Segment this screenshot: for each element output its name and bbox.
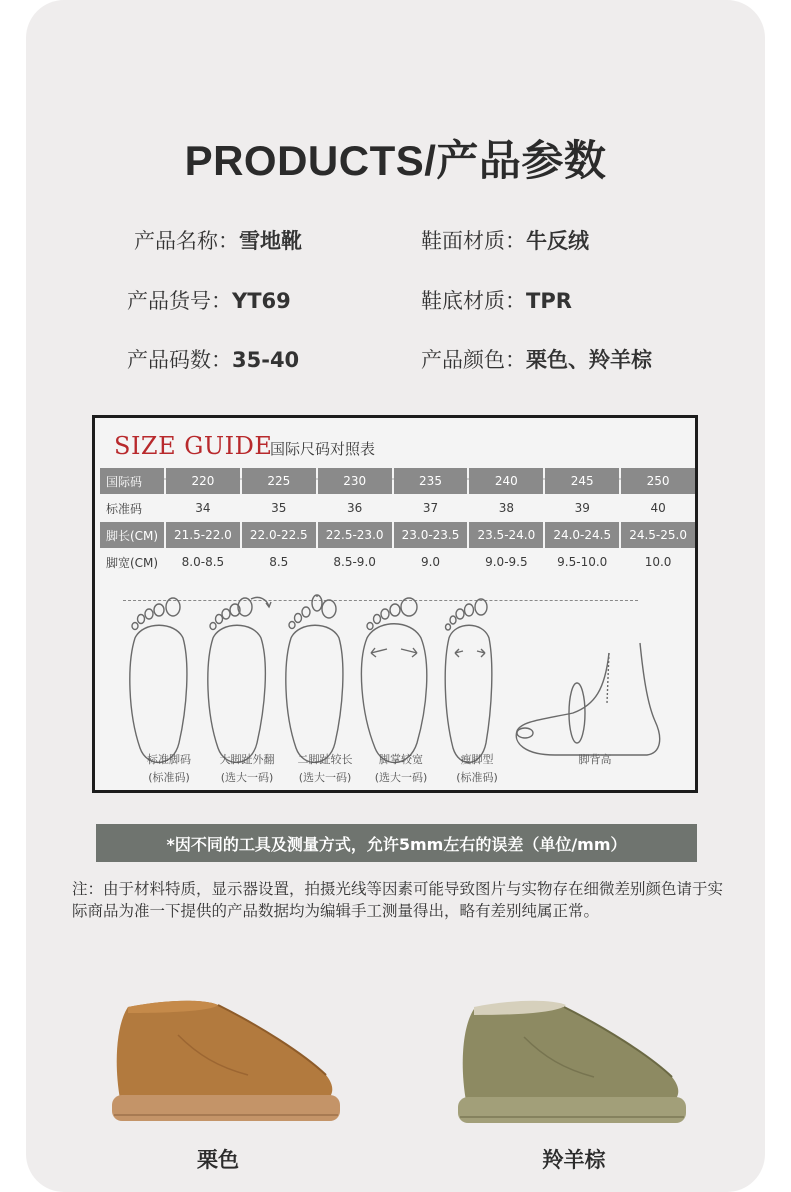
table-cell: 245	[545, 468, 619, 494]
foot-long-second-toe-icon	[286, 593, 343, 762]
row-label: 脚宽(CM)	[106, 555, 159, 570]
table-cell: 38	[498, 501, 514, 515]
table-cell: 23.0-23.5	[394, 522, 468, 548]
table-cell: 8.5-9.0	[333, 555, 376, 569]
foot-high-instep-icon	[516, 643, 659, 755]
spec-value: YT69	[232, 289, 291, 313]
table-cell: 39	[574, 501, 590, 515]
foot-hint: (标准码)	[456, 771, 498, 784]
foot-caption-long-second-toe	[285, 751, 365, 787]
spec-value: 雪地靴	[239, 229, 302, 253]
spec-value: 栗色、羚羊棕	[526, 348, 652, 372]
spec-sole-material	[421, 285, 572, 315]
foot-caption-standard	[129, 751, 209, 787]
table-cell: 22.5-23.0	[318, 522, 392, 548]
table-cell: 24.5-25.0	[621, 522, 695, 548]
foot-name: 脚掌较宽	[379, 753, 423, 766]
color-label-chestnut: 栗色	[197, 1148, 239, 1172]
table-cell: 36	[347, 501, 363, 515]
size-row-standard	[100, 495, 695, 521]
foot-wide-icon	[361, 598, 426, 762]
size-row-foot-width	[100, 549, 695, 575]
table-cell: 9.0	[420, 555, 441, 569]
table-cell: 34	[195, 501, 211, 515]
table-cell: 40	[650, 501, 666, 515]
size-table	[100, 468, 695, 576]
table-cell: 10.0	[644, 555, 672, 569]
boot-chestnut-image	[108, 995, 344, 1133]
table-cell: 250	[621, 468, 695, 494]
table-cell: 23.5-24.0	[469, 522, 543, 548]
spec-label: 鞋面材质：	[421, 229, 526, 253]
foot-type-illustrations	[95, 593, 695, 793]
foot-name: 标准脚码	[147, 753, 191, 766]
foot-standard-icon	[130, 598, 187, 762]
spec-label: 产品颜色：	[421, 348, 526, 372]
spec-value: 35-40	[232, 348, 300, 372]
row-label: 脚长(CM)	[100, 522, 164, 548]
spec-value: 牛反绒	[526, 229, 589, 253]
spec-value: TPR	[526, 289, 572, 313]
table-cell: 8.0-8.5	[181, 555, 225, 569]
spec-label: 产品货号：	[127, 289, 232, 313]
foot-caption-bunion	[207, 751, 287, 787]
spec-label: 产品名称：	[134, 229, 239, 253]
spec-size-range	[127, 344, 299, 374]
foot-name: 脚背高	[578, 753, 612, 766]
foot-caption-slim	[437, 751, 517, 787]
disclaimer-text: 注：由于材料特质，显示器设置，拍摄光线等因素可能导致图片与实物存在细微差别颜色请于实际商品为准一下提供的产品数据均为编辑手工测量得出，略有差别纯属正常。	[72, 880, 724, 920]
foot-hint: (选大一码)	[220, 771, 274, 784]
table-cell: 35	[271, 501, 287, 515]
size-row-foot-length	[100, 522, 695, 548]
color-label-antelope: 羚羊棕	[542, 1148, 606, 1172]
table-cell: 22.0-22.5	[242, 522, 316, 548]
foot-name: 二脚趾较长	[297, 753, 353, 766]
size-guide-panel	[92, 415, 698, 793]
spec-product-name	[134, 225, 302, 255]
table-cell: 37	[422, 501, 439, 515]
size-guide-subtitle: 国际尺码对照表	[270, 440, 376, 458]
table-cell: 235	[394, 468, 468, 494]
size-guide-title: SIZE GUIDE	[114, 432, 273, 460]
spec-colors	[421, 344, 652, 374]
boot-antelope-image	[454, 997, 690, 1135]
row-label: 国际码	[100, 468, 164, 494]
spec-label: 鞋底材质：	[421, 289, 526, 313]
row-label: 标准码	[106, 501, 143, 516]
foot-hint: (标准码)	[148, 771, 190, 784]
foot-caption-high-instep	[555, 751, 635, 769]
table-cell: 230	[318, 468, 392, 494]
foot-caption-wide	[361, 751, 441, 787]
foot-name: 瘦脚型	[460, 753, 494, 766]
table-cell: 220	[166, 468, 240, 494]
table-cell: 225	[242, 468, 316, 494]
spec-label: 产品码数：	[127, 348, 232, 372]
spec-product-sku	[127, 285, 291, 315]
page-title: PRODUCTS/产品参数	[184, 137, 607, 184]
foot-slim-icon	[445, 599, 492, 762]
measurement-note-bar: *因不同的工具及测量方式，允许5mm左右的误差（单位/mm）	[96, 824, 697, 862]
spec-upper-material	[421, 225, 589, 255]
foot-hint: (选大一码)	[298, 771, 352, 784]
size-row-international	[100, 468, 695, 494]
table-cell: 9.0-9.5	[485, 555, 528, 569]
table-cell: 21.5-22.0	[166, 522, 240, 548]
table-cell: 24.0-24.5	[545, 522, 619, 548]
foot-hint: (选大一码)	[374, 771, 428, 784]
foot-bunion-icon	[208, 597, 271, 762]
table-cell: 9.5-10.0	[557, 555, 608, 569]
table-cell: 240	[469, 468, 543, 494]
foot-name: 大脚趾外翻	[219, 753, 275, 766]
table-cell: 8.5	[269, 555, 289, 569]
